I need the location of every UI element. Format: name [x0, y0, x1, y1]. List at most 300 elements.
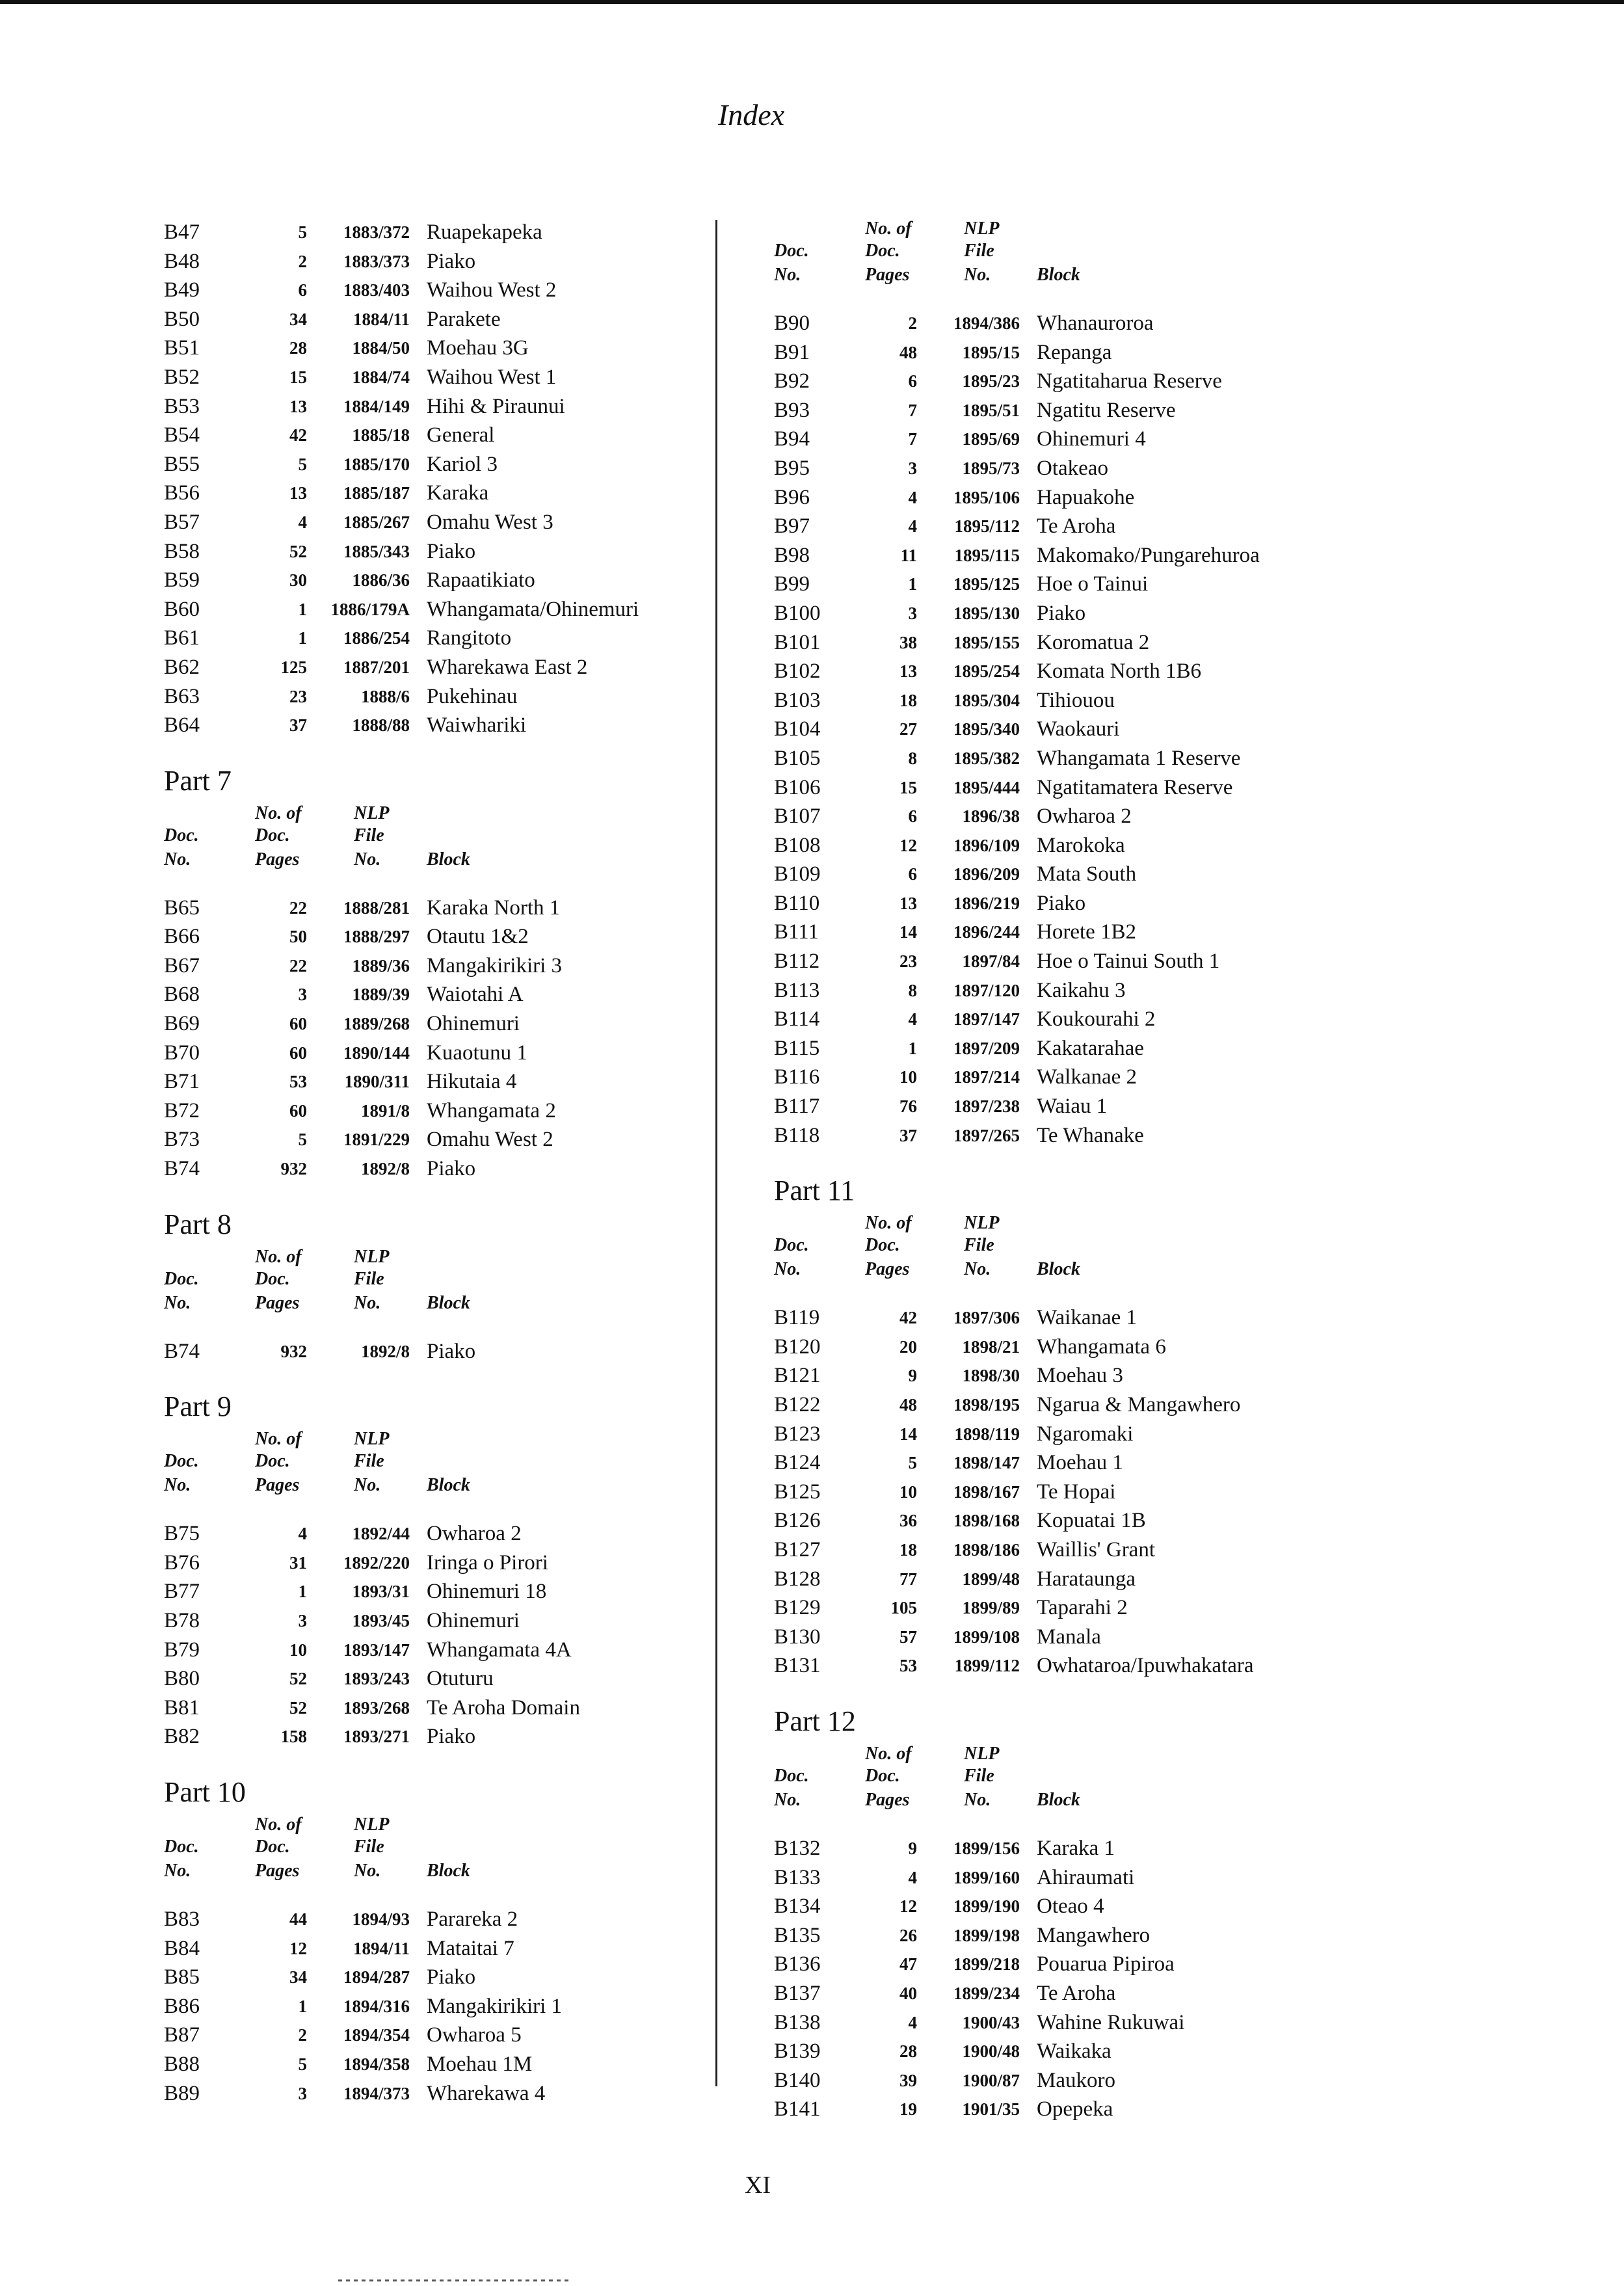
doc-number: B137	[774, 1981, 821, 2005]
table-row	[774, 2095, 1346, 2124]
header-file-line1: NLP	[354, 1429, 390, 1450]
block-name: Waiau 1	[1037, 1095, 1108, 1119]
table-row	[164, 1096, 717, 1126]
doc-number: B51	[164, 336, 200, 360]
table-row	[774, 976, 1346, 1005]
page-count: 6	[908, 806, 917, 827]
block-name: Waikanae 1	[1037, 1306, 1138, 1330]
table-row	[164, 922, 717, 951]
column-header	[164, 1246, 717, 1337]
table-row	[774, 1565, 1346, 1594]
header-file-line1: NLP	[964, 219, 1000, 239]
nlp-file-number: 1898/21	[962, 1336, 1020, 1357]
doc-number: B98	[774, 543, 810, 567]
block-name: Hihi & Piraunui	[427, 394, 565, 418]
page-count: 57	[899, 1627, 917, 1647]
nlp-file-number: 1892/8	[360, 1159, 410, 1179]
nlp-file-number: 1895/115	[954, 545, 1020, 565]
doc-number: B54	[164, 423, 200, 447]
table-row	[164, 951, 717, 981]
page-count: 14	[899, 1424, 917, 1444]
page-count: 60	[289, 1100, 307, 1121]
page-count: 18	[899, 1539, 917, 1560]
doc-number: B111	[774, 920, 819, 944]
page-count: 3	[298, 1611, 307, 1630]
nlp-file-number: 1895/254	[953, 661, 1020, 682]
table-row	[164, 421, 717, 450]
doc-number: B109	[774, 862, 821, 886]
table-row	[164, 1548, 717, 1578]
nlp-file-number: 1897/214	[953, 1067, 1020, 1087]
nlp-file-number: 1894/11	[353, 1938, 410, 1958]
table-row	[164, 1694, 717, 1723]
doc-number: B48	[164, 249, 200, 273]
block-name: Piako	[427, 249, 476, 273]
index-section	[774, 1704, 1346, 2124]
block-name: Kakatarahae	[1037, 1036, 1144, 1060]
block-name: Otuturu	[427, 1667, 494, 1691]
table-row	[164, 653, 717, 682]
header-doc-line2: No.	[774, 265, 801, 285]
header-pages-line1: No. of	[255, 803, 302, 823]
header-file-line2: File	[354, 1451, 384, 1472]
header-pages-line2: Doc.	[865, 1235, 900, 1256]
table-row	[774, 628, 1346, 658]
block-name: Marokoka	[1037, 833, 1125, 857]
table-row	[774, 773, 1346, 803]
nlp-file-number: 1894/93	[352, 1909, 410, 1929]
table-row	[774, 599, 1346, 628]
table-row	[774, 1034, 1346, 1063]
block-name: Wharekawa 4	[427, 2081, 546, 2105]
nlp-file-number: 1895/304	[953, 690, 1020, 710]
page-count: 47	[899, 1954, 917, 1974]
nlp-file-number: 1900/87	[962, 2070, 1020, 2090]
block-name: Mangakirikiri 3	[427, 953, 563, 977]
table-row	[774, 1506, 1346, 1535]
header-doc-line1: Doc.	[774, 1765, 809, 1786]
doc-number: B123	[774, 1422, 821, 1446]
header-doc-line1: Doc.	[774, 241, 809, 261]
block-name: Horete 1B2	[1037, 920, 1137, 944]
header-doc-line1: Doc.	[164, 1268, 199, 1289]
page-count: 3	[298, 2083, 307, 2103]
block-name: Te Aroha Domain	[427, 1695, 580, 1720]
doc-number: B66	[164, 925, 200, 949]
block-name: Taparahi 2	[1037, 1596, 1128, 1620]
page-count: 2	[908, 313, 917, 333]
block-name: Kopuatai 1B	[1037, 1509, 1146, 1533]
table-row	[774, 1448, 1346, 1478]
doc-number: B102	[774, 659, 821, 684]
table-row	[774, 1390, 1346, 1420]
doc-number: B77	[164, 1580, 200, 1604]
header-pages-line3: Pages	[255, 1860, 300, 1881]
doc-number: B103	[774, 688, 821, 712]
page-count: 1	[908, 574, 917, 594]
page-count: 932	[280, 1159, 307, 1179]
page-count: 53	[899, 1656, 917, 1676]
doc-number: B116	[774, 1065, 820, 1089]
doc-number: B60	[164, 597, 200, 621]
page-count: 1	[298, 1996, 307, 2016]
header-pages-line3: Pages	[865, 1789, 910, 1810]
page-count: 13	[899, 661, 917, 682]
doc-number: B97	[774, 514, 810, 538]
page-count: 28	[289, 338, 307, 358]
doc-number: B94	[774, 427, 810, 451]
page-count: 30	[289, 570, 307, 591]
column-header	[164, 803, 717, 894]
index-section	[164, 764, 717, 1184]
block-name: Mata South	[1037, 862, 1137, 886]
doc-number: B69	[164, 1012, 200, 1036]
doc-number: B83	[164, 1907, 200, 1931]
page-count: 12	[289, 1938, 307, 1958]
nlp-file-number: 1896/209	[953, 864, 1020, 884]
table-row	[164, 1636, 717, 1665]
page-count: 4	[908, 1009, 917, 1030]
page-count: 77	[899, 1569, 917, 1589]
nlp-file-number: 1897/147	[953, 1009, 1020, 1030]
page-count: 13	[289, 483, 307, 503]
nlp-file-number: 1900/48	[962, 2041, 1020, 2062]
page-count: 26	[899, 1925, 917, 1945]
index-section	[774, 218, 1346, 1150]
page-count: 40	[899, 1983, 917, 2003]
header-pages-line3: Pages	[865, 1259, 910, 1280]
nlp-file-number: 1895/51	[962, 400, 1020, 420]
header-file-line2: File	[964, 241, 994, 261]
table-row	[164, 247, 717, 276]
block-name: Waiwhariki	[427, 713, 527, 738]
doc-number: B121	[774, 1364, 821, 1388]
nlp-file-number: 1898/30	[962, 1366, 1020, 1386]
page-count: 4	[908, 1867, 917, 1887]
page-count: 39	[899, 2070, 917, 2090]
doc-number: B81	[164, 1695, 200, 1720]
index-section	[164, 1775, 717, 2108]
nlp-file-number: 1901/35	[962, 2099, 1020, 2120]
nlp-file-number: 1893/271	[343, 1727, 410, 1747]
table-row	[774, 1651, 1346, 1681]
header-doc-line2: No.	[164, 1475, 191, 1496]
table-row	[774, 1303, 1346, 1333]
nlp-file-number: 1895/444	[953, 777, 1020, 797]
nlp-file-number: 1893/31	[352, 1582, 410, 1602]
nlp-file-number: 1895/382	[953, 748, 1020, 768]
page-count: 2	[298, 251, 307, 271]
block-name: Owharoa 5	[427, 2023, 522, 2047]
header-file-line1: NLP	[354, 803, 390, 823]
page-number: XI	[744, 2172, 771, 2199]
block-name: Mataitai 7	[427, 1936, 514, 1960]
table-row	[774, 918, 1346, 947]
page-count: 5	[298, 2054, 307, 2074]
block-name: Ngaromaki	[1037, 1422, 1134, 1446]
block-name: Ngarua & Mangawhero	[1037, 1393, 1241, 1416]
page-count: 8	[908, 748, 917, 768]
table-row	[774, 715, 1346, 744]
doc-number: B78	[164, 1609, 200, 1632]
doc-number: B132	[774, 1836, 821, 1860]
doc-number: B85	[164, 1965, 200, 1989]
nlp-file-number: 1899/112	[954, 1656, 1020, 1676]
table-row	[164, 1125, 717, 1154]
page-count: 4	[908, 516, 917, 537]
page-count: 14	[899, 922, 917, 942]
header-doc-line2: No.	[164, 1860, 191, 1881]
header-file-line3: No.	[354, 1475, 381, 1496]
page-count: 9	[908, 1366, 917, 1386]
nlp-file-number: 1898/167	[953, 1482, 1020, 1502]
table-row	[774, 1979, 1346, 2008]
block-name: Ahiraumati	[1037, 1865, 1135, 1889]
header-file-line3: No.	[964, 1789, 991, 1810]
doc-number: B106	[774, 775, 821, 799]
table-row	[164, 334, 717, 363]
block-name: Kaikahu 3	[1037, 978, 1126, 1002]
page-count: 44	[289, 1909, 307, 1929]
header-doc-line2: No.	[164, 1292, 191, 1313]
page-count: 10	[899, 1067, 917, 1087]
nlp-file-number: 1893/243	[343, 1669, 410, 1689]
page-count: 11	[900, 545, 917, 565]
nlp-file-number: 1899/198	[953, 1925, 1020, 1945]
block-name: Hikutaia 4	[427, 1070, 517, 1094]
column-header	[774, 1212, 1346, 1303]
nlp-file-number: 1892/44	[352, 1524, 410, 1544]
column-header	[164, 1814, 717, 1905]
nlp-file-number: 1883/373	[343, 251, 410, 271]
block-name: Piako	[427, 1157, 476, 1181]
block-name: Owharoa 2	[427, 1522, 522, 1546]
page-count: 105	[890, 1598, 917, 1618]
doc-number: B65	[164, 896, 200, 920]
doc-number: B135	[774, 1923, 821, 1947]
block-name: Omahu West 2	[427, 1128, 553, 1152]
table-row	[164, 508, 717, 537]
nlp-file-number: 1899/89	[962, 1598, 1020, 1618]
nlp-file-number: 1899/218	[953, 1954, 1020, 1974]
nlp-file-number: 1895/15	[962, 342, 1020, 362]
doc-number: B133	[774, 1865, 821, 1889]
table-row	[774, 1892, 1346, 1921]
block-name: Oteao 4	[1037, 1894, 1104, 1919]
doc-number: B115	[774, 1036, 820, 1060]
table-row	[164, 479, 717, 508]
block-name: Ngatitaharua Reserve	[1037, 369, 1222, 393]
page-count: 4	[298, 1524, 307, 1544]
block-name: Te Aroha	[1037, 1981, 1116, 2005]
doc-number: B75	[164, 1522, 200, 1546]
header-pages-line1: No. of	[255, 1429, 302, 1450]
table-row	[774, 1005, 1346, 1034]
header-file-line2: File	[354, 1836, 384, 1857]
table-row	[164, 1519, 717, 1548]
table-row	[774, 686, 1346, 715]
part-title: Part 10	[164, 1775, 246, 1808]
table-row	[164, 682, 717, 711]
page-count: 10	[289, 1640, 307, 1660]
doc-number: B130	[774, 1625, 821, 1649]
nlp-file-number: 1894/316	[343, 1996, 410, 2016]
page-count: 20	[899, 1336, 917, 1357]
nlp-file-number: 1898/195	[953, 1395, 1020, 1415]
doc-number: B67	[164, 953, 200, 977]
block-name: Komata North 1B6	[1037, 659, 1201, 684]
page-count: 158	[280, 1727, 307, 1747]
doc-number: B68	[164, 983, 200, 1007]
doc-number: B84	[164, 1936, 200, 1960]
table-row	[774, 570, 1346, 599]
page-count: 28	[899, 2041, 917, 2062]
doc-number: B59	[164, 568, 200, 592]
page-count: 3	[908, 603, 917, 623]
header-file-line2: File	[354, 1268, 384, 1289]
table-row	[774, 512, 1346, 541]
nlp-file-number: 1889/268	[343, 1014, 410, 1034]
doc-number: B110	[774, 891, 820, 915]
nlp-file-number: 1897/209	[953, 1038, 1020, 1058]
table-row	[164, 980, 717, 1009]
block-name: Owhataroa/Ipuwhakatara	[1037, 1654, 1254, 1678]
page-count: 5	[298, 222, 307, 242]
nlp-file-number: 1899/156	[953, 1838, 1020, 1858]
page-count: 60	[289, 1043, 307, 1063]
header-pages-line1: No. of	[865, 1743, 912, 1764]
block-name: Karaka North 1	[427, 896, 561, 920]
page-count: 9	[908, 1838, 917, 1858]
page-count: 22	[289, 955, 307, 976]
header-file-line3: No.	[964, 1259, 991, 1280]
header-pages-line2: Doc.	[255, 1451, 290, 1472]
page-count: 4	[908, 487, 917, 507]
page-count: 5	[298, 1130, 307, 1150]
doc-number: B125	[774, 1480, 821, 1504]
nlp-file-number: 1897/238	[953, 1096, 1020, 1117]
doc-number: B88	[164, 2052, 200, 2076]
block-name: Otakeao	[1037, 456, 1108, 480]
header-block: Block	[427, 1292, 470, 1313]
block-name: Waihou West 1	[427, 365, 557, 389]
doc-number: B101	[774, 630, 821, 654]
nlp-file-number: 1894/358	[343, 2054, 410, 2074]
header-file-line3: No.	[354, 1292, 381, 1313]
column-divider	[715, 220, 717, 2086]
table-row	[164, 566, 717, 595]
nlp-file-number: 1889/39	[352, 985, 410, 1005]
table-row	[774, 1535, 1346, 1565]
table-row	[774, 1092, 1346, 1121]
nlp-file-number: 1899/234	[953, 1983, 1020, 2003]
header-pages-line3: Pages	[255, 1292, 300, 1313]
page-count: 7	[908, 429, 917, 449]
block-name: Koromatua 2	[1037, 630, 1150, 654]
header-pages-line2: Doc.	[255, 1268, 290, 1289]
doc-number: B93	[774, 398, 810, 422]
table-row	[164, 1664, 717, 1694]
header-file-line1: NLP	[354, 1814, 390, 1835]
page-count: 1	[298, 599, 307, 619]
block-name: Tihiouou	[1037, 688, 1115, 712]
page-count: 23	[899, 951, 917, 972]
table-row	[164, 1963, 717, 1992]
table-row	[774, 1950, 1346, 1979]
nlp-file-number: 1895/69	[962, 429, 1020, 449]
header-block: Block	[427, 849, 470, 870]
block-name: Piako	[427, 1965, 476, 1989]
table-row	[774, 831, 1346, 860]
table-row	[164, 537, 717, 566]
page-count: 19	[899, 2099, 917, 2120]
block-name: Mangakirikiri 1	[427, 1994, 563, 2018]
table-row	[164, 276, 717, 305]
header-pages-line2: Doc.	[255, 1836, 290, 1857]
page-count: 52	[289, 541, 307, 561]
nlp-file-number: 1884/149	[343, 396, 410, 416]
doc-number: B74	[164, 1339, 200, 1363]
table-row	[774, 1623, 1346, 1652]
doc-number: B113	[774, 978, 820, 1002]
nlp-file-number: 1891/8	[360, 1100, 410, 1121]
page-count: 5	[298, 454, 307, 474]
table-row	[774, 1420, 1346, 1449]
block-name: Mangawhero	[1037, 1923, 1151, 1947]
doc-number: B79	[164, 1638, 200, 1662]
page-count: 52	[289, 1669, 307, 1689]
nlp-file-number: 1885/187	[343, 483, 410, 503]
header-doc-line2: No.	[774, 1259, 801, 1280]
table-row	[164, 392, 717, 421]
page-count: 4	[298, 512, 307, 532]
header-pages-line3: Pages	[255, 849, 300, 870]
nlp-file-number: 1895/155	[953, 632, 1020, 652]
table-row	[164, 2079, 717, 2108]
page-count: 6	[298, 280, 307, 300]
page-count: 12	[899, 1896, 917, 1917]
doc-number: B62	[164, 655, 200, 679]
page-count: 60	[289, 1014, 307, 1034]
page-count: 37	[899, 1125, 917, 1145]
block-name: Waihou West 2	[427, 278, 557, 302]
nlp-file-number: 1892/220	[343, 1552, 410, 1573]
block-name: Ohinemuri	[427, 1012, 520, 1036]
table-row	[774, 1121, 1346, 1150]
block-name: General	[427, 423, 495, 447]
table-row	[164, 1722, 717, 1751]
nlp-file-number: 1896/244	[953, 922, 1020, 942]
page-count: 36	[899, 1511, 917, 1531]
column-header	[164, 1428, 717, 1519]
nlp-file-number: 1884/11	[353, 309, 410, 329]
doc-number: B73	[164, 1128, 200, 1152]
index-section	[164, 218, 717, 740]
doc-number: B120	[774, 1335, 821, 1359]
page-count: 932	[280, 1341, 307, 1361]
nlp-file-number: 1898/186	[953, 1539, 1020, 1560]
block-name: Waikaka	[1037, 2040, 1112, 2064]
table-row	[774, 947, 1346, 976]
table-row	[164, 450, 717, 479]
nlp-file-number: 1884/50	[352, 338, 410, 358]
doc-number: B87	[164, 2023, 200, 2047]
block-name: Ngatitu Reserve	[1037, 398, 1176, 422]
doc-number: B58	[164, 539, 200, 563]
doc-number: B49	[164, 278, 200, 302]
nlp-file-number: 1896/219	[953, 893, 1020, 913]
block-name: Whangamata/Ohinemuri	[427, 597, 639, 621]
